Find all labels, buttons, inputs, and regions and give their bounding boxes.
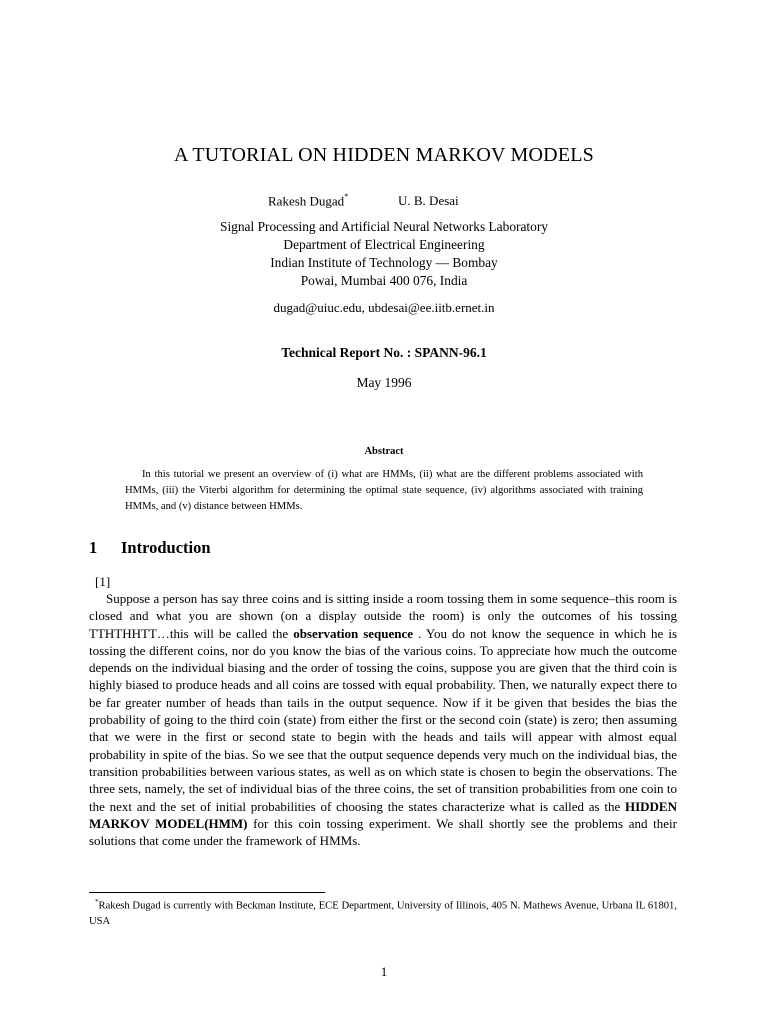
intro-paragraph <box>89 590 677 849</box>
footnote-divider <box>89 892 325 893</box>
author-emails: dugad@uiuc.edu, ubdesai@ee.iitb.ernet.in <box>273 300 495 315</box>
author-line <box>0 193 768 213</box>
paragraph-text: Suppose a person has say three coins and is sitting inside a room tossing them in some sequence–this room is closed and what you are shown (on a display outside the room) is only the outcomes of his tossing TTHTHHTT…this will be called the <box>89 591 677 641</box>
abstract-heading: Abstract <box>364 446 404 457</box>
bold-term-hmm: HIDDEN MARKOV MODEL(HMM) <box>89 798 677 831</box>
author-name: Rakesh Dugad <box>268 193 345 209</box>
footnote-text: Rakesh Dugad is currently with Beckman Institute, ECE Department, University of Illinois, 405 N. Mathews Avenue, Urbana IL 61801, USA <box>89 900 677 927</box>
affiliation-department: Department of Electrical Engineering <box>283 237 485 252</box>
tech-report-number: Technical Report No. : SPANN-96.1 <box>281 345 487 360</box>
section-title: Introduction <box>121 538 211 557</box>
abstract-body: In this tutorial we present an overview of (i) what are HMMs, (ii) what are the different problems associated with HMMs, (iii) the Viterbi algorithm for determining the optimal state sequence, (iv) algorithms associated with training HMMs, and (v) distance between HMMs. <box>125 469 643 512</box>
paragraph-text: for this coin tossing experiment. We shall shortly see the problems and their solutions that come under the framework of HMMs. <box>89 815 677 849</box>
footnote-mark: * <box>344 192 349 201</box>
author-ub-desai: U. B. Desai <box>398 193 459 208</box>
footnote-mark: * <box>95 898 99 906</box>
affiliation-institute: Indian Institute of Technology — Bombay <box>270 255 498 270</box>
footnote <box>89 895 677 929</box>
section-heading <box>89 538 211 558</box>
paper-title: A TUTORIAL ON HIDDEN MARKOV MODELS <box>174 144 594 166</box>
affiliation-address: Powai, Mumbai 400 076, India <box>300 273 468 288</box>
page-number: 1 <box>380 964 388 979</box>
bold-term-observation-sequence: observation sequence <box>293 625 414 641</box>
paragraph-text: . You do not know the sequence in which he is tossing the different coins, nor do you know the bias of the various coins. To appreciate how much the outcome depends on the individual biasing and the order of tossing the coins, suppose you are given that the third coin is highly biased to produce heads and all coins are tossed with equal probability. Then, we naturally expect there to be far greater number of heads than tails in the output sequence. Now if it be given that besides the bias the probability of going to the third coin (state) from either the first or the second coin (state) is zero; then assuming that we were in the first or second state to begin with the heads and tails will appear with almost equal probability in spite of the bias. So we see that the output sequence depends very much on the individual bias, the transition probabilities between various states, as well as on which state is chosen to begin the observations. The three sets, namely, the set of individual bias of the three coins, the set of transition probabilities from one coin to the next and the set of initial probabilities of choosing the states characterize what is called as the <box>89 625 677 814</box>
affiliation-lab: Signal Processing and Artificial Neural Networks Laboratory <box>220 219 548 234</box>
affiliation-block <box>0 218 768 290</box>
citation-reference: [1] <box>95 574 111 589</box>
author-rakesh-dugad <box>268 193 348 209</box>
section-number: 1 <box>89 538 98 557</box>
publication-date: May 1996 <box>356 375 412 390</box>
